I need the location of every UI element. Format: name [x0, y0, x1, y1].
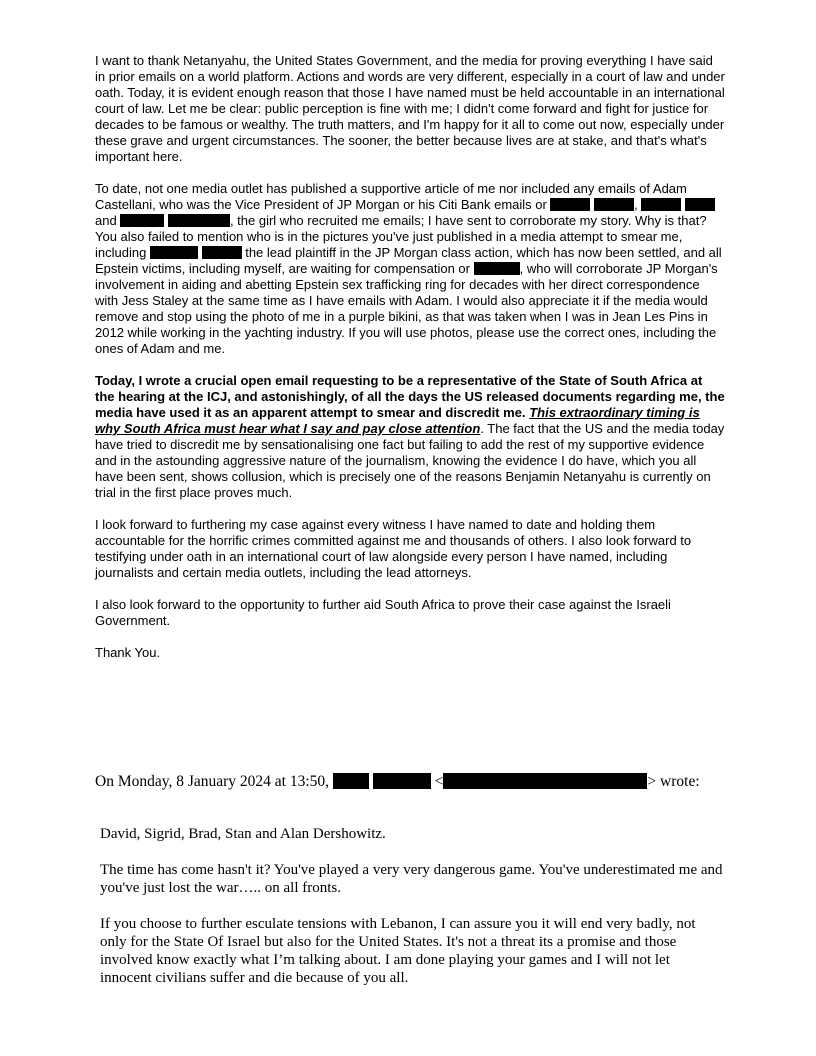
p2-segment-5: the lead plaintiff in the JP Morgan class action, which has now been settled, and all Epstein victims, including myself, are waiting for compensation or	[95, 245, 722, 276]
p2-segment-6: , who will corroborate JP Morgan's involvement in aiding and abetting Epstein sex trafficking ring for decades with her direct correspondence with Jess Staley at the same time as I have emails with Adam. I would also appreciate it if the media would remove and stop using the photo of me in a purple bikini, as that was taken when I was in Jean Les Pins in 2012 while working in the yachting industry. If you will use photos, please use the correct ones, including the ones of Adam and me.	[95, 261, 718, 356]
redaction-block	[333, 773, 369, 789]
quoted-email-body	[100, 825, 725, 1005]
p2-segment-4: , the girl who recruited me emails; I have sent to corroborate my story. Why is that? You also failed to mention who is in the pictures you've just published in a media attempt to smear me, including	[95, 213, 707, 260]
redaction-block	[373, 773, 431, 789]
paragraph-2	[95, 181, 725, 357]
redaction-block	[202, 246, 242, 259]
quoted-header-lt: <	[434, 773, 444, 790]
redaction-block	[120, 214, 164, 227]
quoted-email-header	[95, 773, 700, 791]
p2-segment-3: and	[95, 213, 117, 228]
redaction-block	[168, 214, 230, 227]
redaction-block	[150, 246, 198, 259]
paragraph-1: I want to thank Netanyahu, the United States Government, and the media for proving everything I have said in prior emails on a world platform. Actions and words are very different, especially in a court of law and under oath. Today, it is evident enough reason that those I have named must be held accountable in an international court of law. Let me be clear: public perception is fine with me; I didn't come forward and fight for justice for decades to be famous or wealthy. The truth matters, and I'm happy for it all to come out now, especially under these grave and urgent circumstances. The sooner, the better because lives are at stake, and that's what's important here.	[95, 53, 725, 164]
p2-segment-1: To date, not one media outlet has published a supportive article of me nor included any emails of Adam Castellani, who was the Vice President of JP Morgan or his Citi Bank emails or	[95, 181, 687, 212]
paragraph-6: Thank You.	[95, 645, 161, 660]
p3-bold-text: Today, I wrote a crucial open email requesting to be a representative of the State of South Africa at the hearing at the ICJ, and astonishingly, of all the days the US released documents regarding me, the media have used it as an apparent attempt to smear and discredit me.	[95, 373, 725, 420]
email-body	[95, 53, 725, 677]
redacted-email-address	[443, 773, 647, 789]
quoted-paragraph-1: David, Sigrid, Brad, Stan and Alan Dershowitz.	[100, 826, 386, 842]
p3-emphasis-text: This extraordinary timing is why South Africa must hear what I say and pay close attention	[95, 405, 700, 436]
paragraph-3	[95, 373, 725, 501]
quoted-header-suffix: > wrote:	[647, 773, 700, 790]
redaction-block	[550, 198, 590, 211]
quoted-header-prefix: On Monday, 8 January 2024 at 13:50,	[95, 773, 330, 790]
quoted-paragraph-2: The time has come hasn't it? You've played a very very dangerous game. You've underestimated me and you've just lost the war….. on all fronts.	[100, 862, 723, 896]
redaction-block	[685, 198, 715, 211]
quoted-paragraph-3: If you choose to further esculate tensions with Lebanon, I can assure you it will end very badly, not only for the State Of Israel but also for the United States. It's not a threat its a promise and those involved know exactly what I’m talking about. I am done playing your games and I will not let innocent civilians suffer and die because of you all.	[100, 916, 696, 986]
paragraph-4: I look forward to furthering my case against every witness I have named to date and holding them accountable for the horrific crimes committed against me and thousands of others. I also look forward to testifying under oath in an international court of law alongside every person I have named, including journalists and certain media outlets, including the lead attorneys.	[95, 517, 692, 580]
paragraph-5: I also look forward to the opportunity to further aid South Africa to prove their case against the Israeli Government.	[95, 597, 671, 628]
p3-rest-text: . The fact that the US and the media today have tried to discredit me by sensationalising one fact but failing to add the rest of my supportive evidence and in the astounding aggressive nature of the journalism, knowing the evidence I do have, which you all have been sent, shows collusion, which is precisely one of the reasons Benjamin Netanyahu is currently on trial in the first place proves much.	[95, 421, 725, 500]
redaction-block	[641, 198, 681, 211]
redaction-block	[474, 262, 520, 275]
p2-segment-2: ,	[634, 197, 638, 212]
redaction-block	[594, 198, 634, 211]
